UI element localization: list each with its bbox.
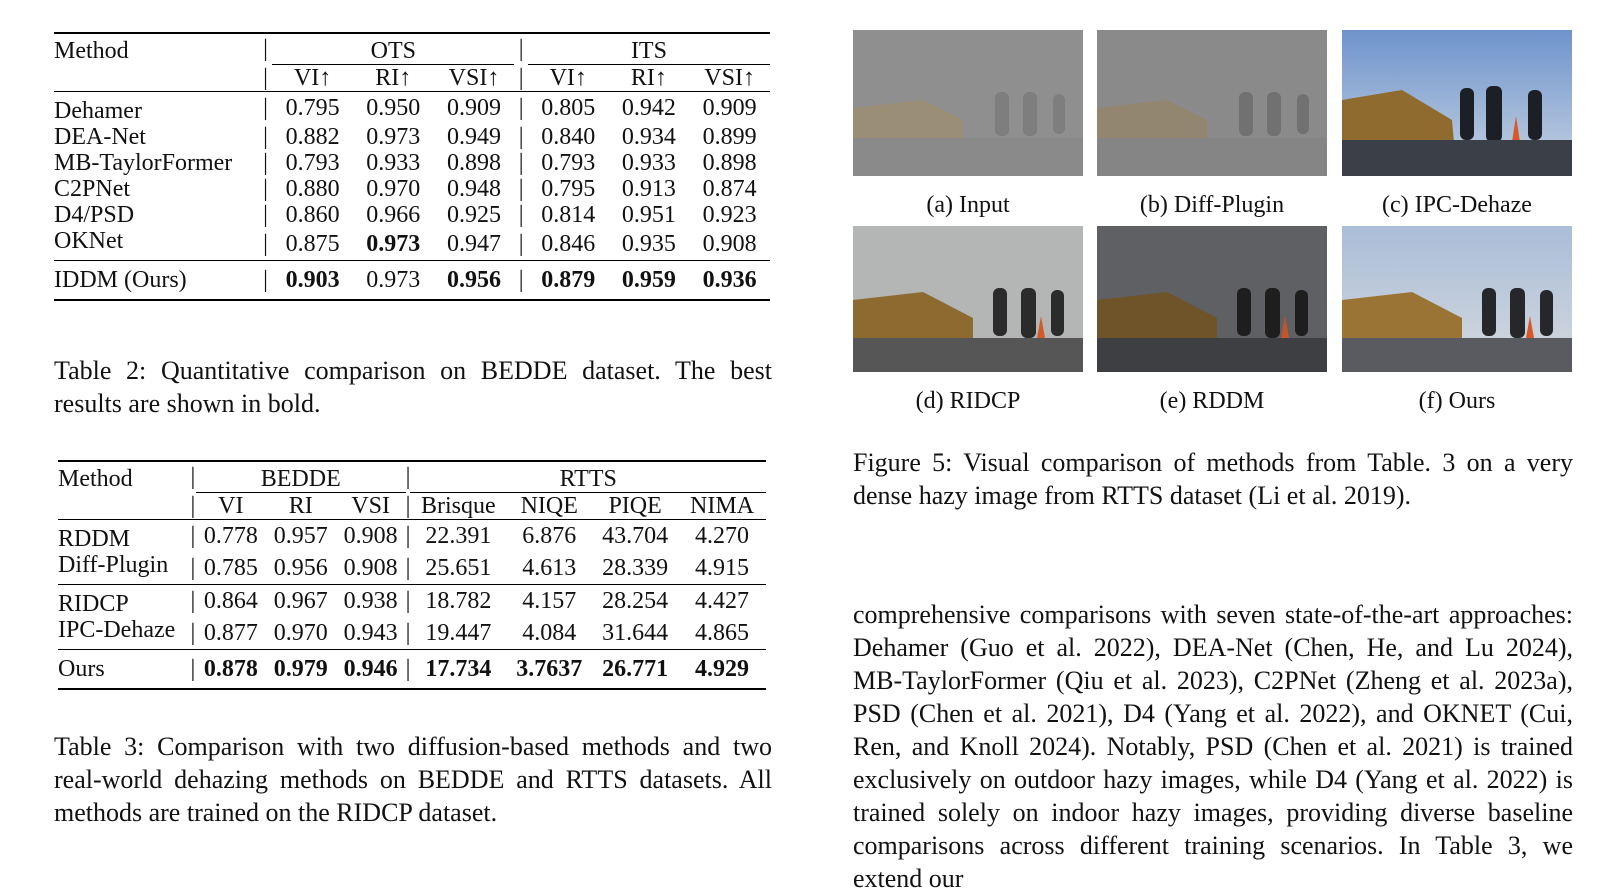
- cell: 0.925: [446, 202, 501, 228]
- cell: 0.934: [621, 124, 676, 150]
- cell: 0.882: [285, 124, 340, 150]
- method-name: RDDM: [58, 526, 131, 552]
- cell: 0.909: [446, 95, 501, 121]
- subfigure-label: (f) Ours: [1418, 388, 1496, 414]
- cell: 0.973: [366, 267, 421, 293]
- table-2: [54, 32, 770, 301]
- table2-caption: Table 2: Quantitative comparison on BEDDE dataset. The best results are shown in bold.: [54, 356, 772, 418]
- cell: 4.084: [522, 620, 577, 646]
- table2-col-header: VI↑: [549, 65, 587, 91]
- method-name: MB-TaylorFormer: [54, 150, 233, 176]
- cell: 0.864: [203, 588, 258, 614]
- cell: 4.270: [695, 523, 750, 549]
- table-row: Dehamer | 0.795 0.950 0.909 | 0.805 0.942 0.909: [54, 92, 770, 125]
- cell: 0.805: [541, 95, 596, 121]
- cell: 43.704: [602, 523, 669, 549]
- cell: 0.874: [702, 176, 757, 202]
- method-name: IDDM (Ours): [54, 267, 187, 293]
- method-name: DEA-Net: [54, 124, 146, 150]
- cell: 0.933: [621, 150, 676, 176]
- cell: 0.957: [273, 523, 328, 549]
- table2-col-header: RI↑: [630, 65, 667, 91]
- cell: 0.959: [621, 267, 676, 293]
- cell: 0.795: [541, 176, 596, 202]
- method-name: Diff-Plugin: [58, 552, 169, 578]
- cell: 0.913: [621, 176, 676, 202]
- table2-group-its: ITS: [528, 33, 770, 65]
- cell: 0.899: [702, 124, 757, 150]
- cell: 0.878: [203, 656, 258, 682]
- column-separator: |: [263, 36, 268, 63]
- cell: 6.876: [522, 523, 577, 549]
- cell: 0.909: [702, 95, 757, 121]
- cell: 0.935: [621, 231, 676, 257]
- method-name: Dehamer: [54, 98, 142, 124]
- cell: 4.915: [695, 555, 750, 581]
- table-row: RDDM | 0.778 0.957 0.908 | 22.391 6.876 43.704 4.270: [58, 520, 766, 553]
- table-row: IPC-Dehaze | 0.877 0.970 0.943 | 19.447 4.084 31.644 4.865: [58, 617, 766, 650]
- cell: 0.973: [366, 231, 421, 257]
- cell: 0.814: [541, 202, 596, 228]
- cell: 0.970: [273, 620, 328, 646]
- image-ipc-dehaze: [1342, 30, 1572, 176]
- cell: 0.778: [203, 523, 258, 549]
- cell: 0.785: [203, 555, 258, 581]
- table3-group-bedde: BEDDE: [196, 461, 406, 493]
- cell: 0.846: [541, 231, 596, 257]
- column-separator: |: [518, 36, 524, 63]
- image-diff-plugin: [1097, 30, 1327, 176]
- table-row-ours: IDDM (Ours) | 0.903 0.973 0.956 | 0.879 0.959 0.936: [54, 261, 770, 301]
- cell: 22.391: [425, 523, 492, 549]
- method-name: C2PNet: [54, 176, 131, 202]
- body-paragraph: comprehensive comparisons with seven state-of-the-art approaches: Dehamer (Guo et al. 2022), DEA-Net (Chen, He, and Lu 2024), MB-TaylorFormer (Qiu et al. 2023), C2PNet (Zheng et al. 2023a), PSD (Chen et al. 2021), D4 (Yang et al. 2022), and OKNET (Cui, Ren, and Knoll 2024). Notably, PSD (Chen et al. 2021) is trained exclusively on outdoor hazy images, while D4 (Yang et al. 2022) is trained solely on indoor hazy images, providing diverse baseline comparisons across different training scenarios. In Table 3, we extend our: [853, 600, 1573, 893]
- cell: 0.942: [621, 95, 676, 121]
- cell: 4.157: [522, 588, 577, 614]
- table3-col-header: RI: [288, 493, 313, 519]
- cell: 0.936: [702, 267, 757, 293]
- cell: 0.903: [285, 267, 340, 293]
- method-name: IPC-Dehaze: [58, 617, 176, 643]
- table3-col-header: NIMA: [690, 493, 755, 519]
- cell: 0.860: [285, 202, 340, 228]
- table3-col-header: VSI: [351, 493, 390, 519]
- cell: 0.793: [285, 150, 340, 176]
- table2-group-ots: OTS: [272, 33, 514, 65]
- cell: 31.644: [602, 620, 669, 646]
- subfigure-label: (b) Diff-Plugin: [1139, 192, 1285, 218]
- subfigure-label: (d) RIDCP: [915, 388, 1021, 414]
- cell: 0.951: [621, 202, 676, 228]
- table-row-ours: Ours | 0.878 0.979 0.946 | 17.734 3.7637 26.771 4.929: [58, 650, 766, 690]
- cell: 0.877: [203, 620, 258, 646]
- image-ours: [1342, 226, 1572, 372]
- table3-col-header: Brisque: [421, 493, 496, 519]
- cell: 0.923: [702, 202, 757, 228]
- cell: 0.908: [343, 555, 398, 581]
- table-row: RIDCP | 0.864 0.967 0.938 | 18.782 4.157 28.254 4.427: [58, 585, 766, 618]
- cell: 0.967: [273, 588, 328, 614]
- table3-caption: Table 3: Comparison with two diffusion-based methods and two real-world dehazing methods on BEDDE and RTTS datasets. All methods are trained on the RIDCP dataset.: [54, 732, 772, 827]
- cell: 0.956: [273, 555, 328, 581]
- cell: 26.771: [602, 656, 669, 682]
- cell: 0.840: [541, 124, 596, 150]
- method-name: RIDCP: [58, 591, 129, 617]
- method-name: Ours: [58, 656, 105, 682]
- cell: 0.970: [366, 176, 421, 202]
- cell: 0.943: [343, 620, 398, 646]
- image-rddm: [1097, 226, 1327, 372]
- cell: 28.339: [602, 555, 669, 581]
- cell: 28.254: [602, 588, 669, 614]
- cell: 4.613: [522, 555, 577, 581]
- table-row: Diff-Plugin | 0.785 0.956 0.908 | 25.651 4.613 28.339 4.915: [58, 552, 766, 585]
- column-separator: |: [518, 64, 524, 91]
- cell: 0.946: [343, 656, 398, 682]
- cell: 0.979: [273, 656, 328, 682]
- cell: 19.447: [425, 620, 492, 646]
- cell: 18.782: [425, 588, 492, 614]
- cell: 4.865: [695, 620, 750, 646]
- cell: 0.966: [366, 202, 421, 228]
- column-separator: |: [263, 64, 268, 91]
- cell: 0.908: [343, 523, 398, 549]
- cell: 0.880: [285, 176, 340, 202]
- cell: 0.973: [366, 124, 421, 150]
- cell: 3.7637: [516, 656, 583, 682]
- cell: 0.947: [446, 231, 501, 257]
- table3-col-header: VI: [218, 493, 244, 519]
- cell: 0.908: [702, 231, 757, 257]
- table-row: DEA-Net | 0.882 0.973 0.949 | 0.840 0.934 0.899: [54, 124, 770, 150]
- table-3: Method | BEDDE | RTTS | VI RI VSI | Brisque NIQE PIQE NIMA RDDM | 0.778 0.957 0.908 | 22.391 6.876 43.704 4.270 Diff-Plugin | 0.785 0.956 0.908 | 25.651 4.613 28.339 4.915 RIDCP | 0.864 0.967 0.938 | 18.782 4.157 28.254 4.427 IPC-Dehaze | 0.877 0.970 0.943 | 19.447 4.084 31.644 4.865 Ours | 0.878 0.979 0.946 | 17.734 3.7637 26.771 4.929: [58, 460, 766, 690]
- method-name: OKNet: [54, 228, 124, 254]
- subfigure-label: (e) RDDM: [1159, 388, 1265, 414]
- cell: 4.427: [695, 588, 750, 614]
- cell: 0.795: [285, 95, 340, 121]
- table2-col-header: VI↑: [293, 65, 332, 91]
- image-ridcp: [853, 226, 1083, 372]
- subfigure-label: (a) Input: [926, 192, 1010, 218]
- cell: 0.875: [285, 231, 340, 257]
- table-row: OKNet | 0.875 0.973 0.947 | 0.846 0.935 0.908: [54, 228, 770, 261]
- table2-header-method: Method: [54, 38, 129, 65]
- table-row: D4/PSD | 0.860 0.966 0.925 | 0.814 0.951 0.923: [54, 202, 770, 228]
- table3-header-method: Method: [58, 466, 133, 493]
- table2-col-header: VSI↑: [448, 65, 500, 91]
- table3-col-header: NIQE: [520, 493, 578, 519]
- table2-col-header: RI↑: [375, 65, 412, 91]
- cell: 4.929: [695, 656, 750, 682]
- table3-col-header: PIQE: [608, 493, 662, 519]
- method-name: D4/PSD: [54, 202, 135, 228]
- cell: 0.933: [366, 150, 421, 176]
- table-row: C2PNet | 0.880 0.970 0.948 | 0.795 0.913 0.874: [54, 176, 770, 202]
- subfigure-label: (c) IPC-Dehaze: [1382, 192, 1532, 218]
- image-input: [853, 30, 1083, 176]
- cell: 0.898: [446, 150, 501, 176]
- cell: 0.938: [343, 588, 398, 614]
- cell: 25.651: [425, 555, 492, 581]
- cell: 0.950: [366, 95, 421, 121]
- cell: 0.956: [446, 267, 501, 293]
- cell: 0.898: [702, 150, 757, 176]
- table2-col-header: VSI↑: [704, 65, 755, 91]
- table-row: MB-TaylorFormer | 0.793 0.933 0.898 | 0.793 0.933 0.898: [54, 150, 770, 176]
- cell: 0.879: [541, 267, 596, 293]
- cell: 0.949: [446, 124, 501, 150]
- cell: 0.793: [541, 150, 596, 176]
- cell: 0.948: [446, 176, 501, 202]
- table3-group-rtts: RTTS: [410, 461, 766, 493]
- cell: 17.734: [425, 656, 492, 682]
- figure5-caption: Figure 5: Visual comparison of methods from Table. 3 on a very dense hazy image from RTTS dataset (Li et al. 2019).: [853, 448, 1573, 510]
